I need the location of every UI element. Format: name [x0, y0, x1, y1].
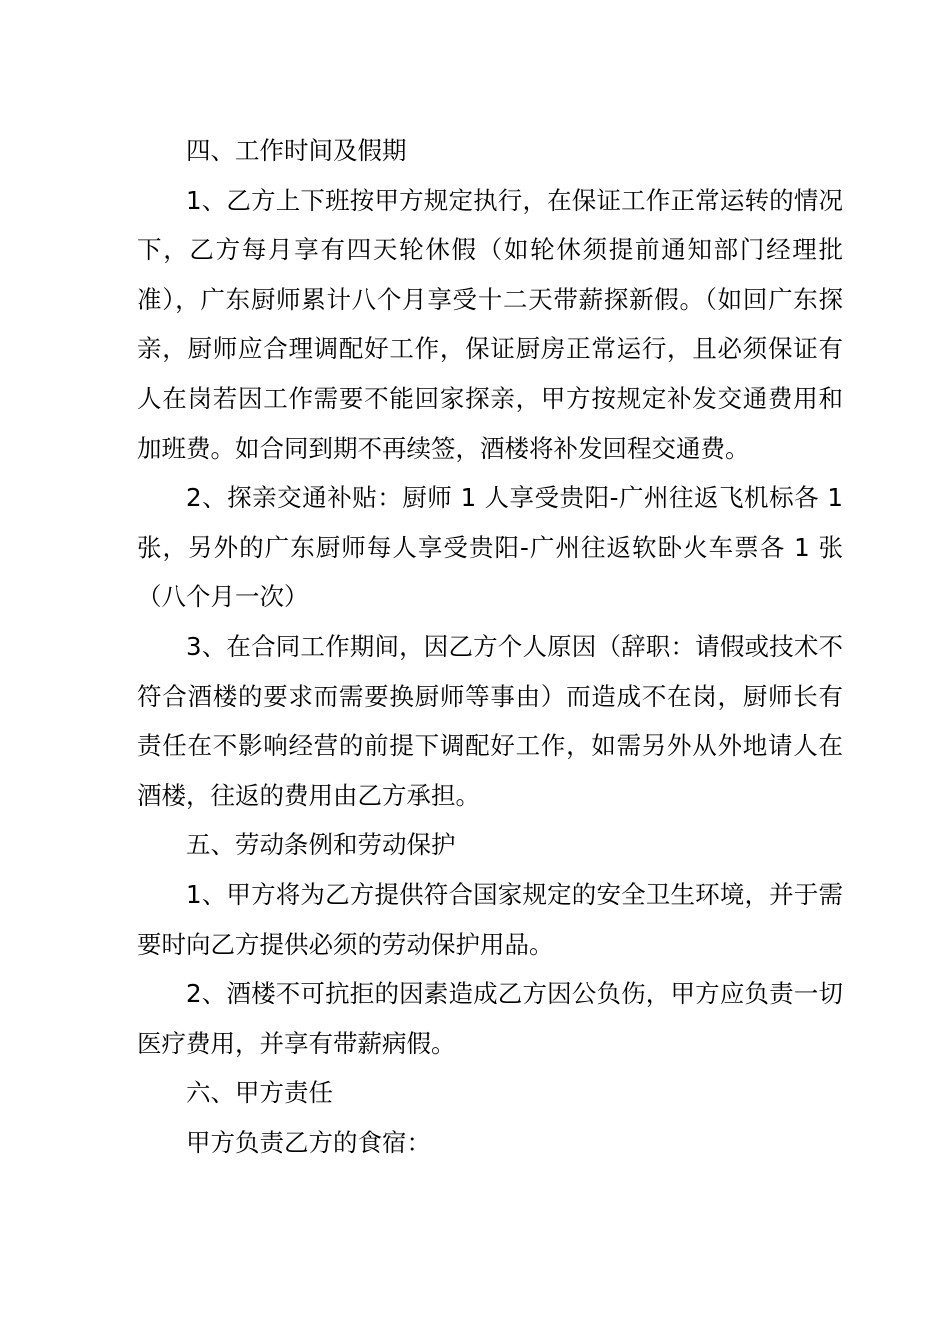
- clause-paragraph: 2、探亲交通补贴：厨师 1 人享受贵阳-广州往返飞机标各 1 张，另外的广东厨师每人享受贵阳-广州往返软卧火车票各 1 张（八个月一次）: [137, 483, 843, 612]
- clause-paragraph: 1、甲方将为乙方提供符合国家规定的安全卫生环境，并于需要时向乙方提供必须的劳动保护用品。: [137, 879, 843, 959]
- section-heading-work-time: 四、工作时间及假期: [186, 136, 407, 165]
- section-heading-labor-protection: 五、劳动条例和劳动保护: [186, 830, 456, 860]
- section-heading-party-a-duties: 六、甲方责任: [186, 1078, 333, 1108]
- document-body: [137, 126, 843, 1167]
- clause-paragraph: 甲方负责乙方的食宿：: [186, 1127, 431, 1157]
- clause-paragraph: 1、乙方上下班按甲方规定执行，在保证工作正常运转的情况下，乙方每月享有四天轮休假（如轮休须提前通知部门经理批准），广东厨师累计八个月享受十二天带薪探新假。（如回广东探亲，厨师应合理调配好工作，保证厨房正常运行，且必须保证有人在岗若因工作需要不能回家探亲，甲方按规定补发交通费用和加班费。如合同到期不再续签，酒楼将补发回程交通费。: [137, 185, 843, 463]
- clause-paragraph: 3、在合同工作期间，因乙方个人原因（辞职：请假或技术不符合酒楼的要求而需要换厨师等事由）而造成不在岗，厨师长有责任在不影响经营的前提下调配好工作，如需另外从外地请人在酒楼，往返的费用由乙方承担。: [137, 631, 843, 810]
- clause-paragraph: 2、酒楼不可抗拒的因素造成乙方因公负伤，甲方应负责一切医疗费用，并享有带薪病假。: [137, 979, 843, 1058]
